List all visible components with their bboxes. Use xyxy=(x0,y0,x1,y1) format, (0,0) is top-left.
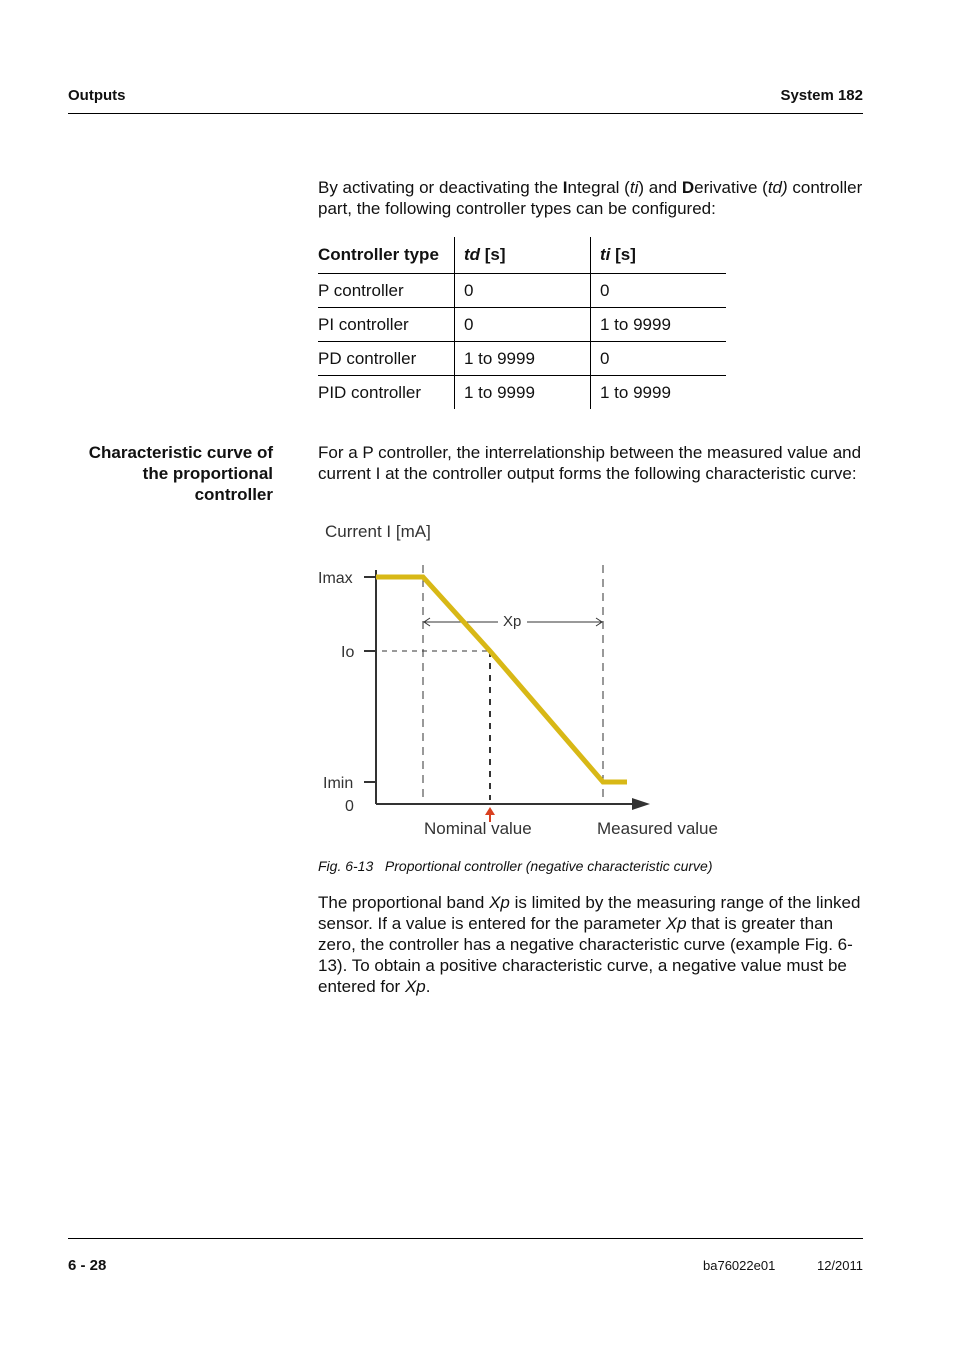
nominal-marker-arrowhead xyxy=(485,807,495,815)
cell-td: 1 to 9999 xyxy=(455,342,591,376)
cell-ti: 1 to 9999 xyxy=(591,308,727,342)
cell-ti: 1 to 9999 xyxy=(591,376,727,410)
table-row xyxy=(318,308,726,342)
side-heading: Characteristic curve of the proportional controller xyxy=(88,443,273,504)
document-id: ba76022e01 xyxy=(703,1258,776,1273)
y-axis-label: Current I [mA] xyxy=(325,522,431,541)
xp-band-label: Xp xyxy=(503,613,522,630)
curve-paragraph: For a P controller, the interrelationship between the measured value and current I at the controller output forms the following characteristic curve: xyxy=(318,443,862,483)
table-header-row xyxy=(318,237,726,274)
tick-label-imax: Imax xyxy=(318,570,353,587)
cell-type: PD controller xyxy=(318,342,455,376)
tick-label-zero: 0 xyxy=(345,798,354,815)
col-header-type: Controller type xyxy=(318,237,455,274)
footer-rule xyxy=(68,1238,863,1239)
document-date: 12/2011 xyxy=(816,1258,863,1273)
controller-type-table xyxy=(318,237,726,409)
cell-ti: 0 xyxy=(591,274,727,308)
cell-td: 0 xyxy=(455,308,591,342)
table-row xyxy=(318,376,726,410)
col-header-ti: ti [s] xyxy=(591,237,727,274)
cell-ti: 0 xyxy=(591,342,727,376)
characteristic-curve-line xyxy=(376,577,627,782)
cell-type: PI controller xyxy=(318,308,455,342)
x-label-measured: Measured value xyxy=(597,819,718,838)
x-label-nominal: Nominal value xyxy=(424,819,532,838)
characteristic-curve-chart xyxy=(300,515,740,850)
header-product: System 182 xyxy=(780,87,863,104)
page-number: 6 - 28 xyxy=(68,1257,107,1274)
intro-paragraph: By activating or deactivating the Integral (ti) and Derivative (td) controller part, the following controller types can be configured: xyxy=(318,178,863,218)
band-paragraph: The proportional band Xp is limited by the measuring range of the linked sensor. If a value is entered for the parameter Xp that is greater than zero, the controller has a negative characteristic curve (example Fig. 6-13). To obtain a positive characteristic curve, a negative value must be entered for Xp. xyxy=(318,893,861,996)
col-header-td: td [s] xyxy=(455,237,591,274)
cell-td: 1 to 9999 xyxy=(455,376,591,410)
x-axis-arrow xyxy=(632,798,650,810)
figure-caption: Fig. 6-13 Proportional controller (negative characteristic curve) xyxy=(318,858,713,874)
tick-label-imin: Imin xyxy=(323,775,354,792)
table-row xyxy=(318,342,726,376)
cell-td: 0 xyxy=(455,274,591,308)
tick-label-io: Io xyxy=(341,644,355,661)
table-row xyxy=(318,274,726,308)
header-section: Outputs xyxy=(68,87,126,104)
cell-type: P controller xyxy=(318,274,455,308)
cell-type: PID controller xyxy=(318,382,421,402)
header-rule xyxy=(68,113,863,114)
